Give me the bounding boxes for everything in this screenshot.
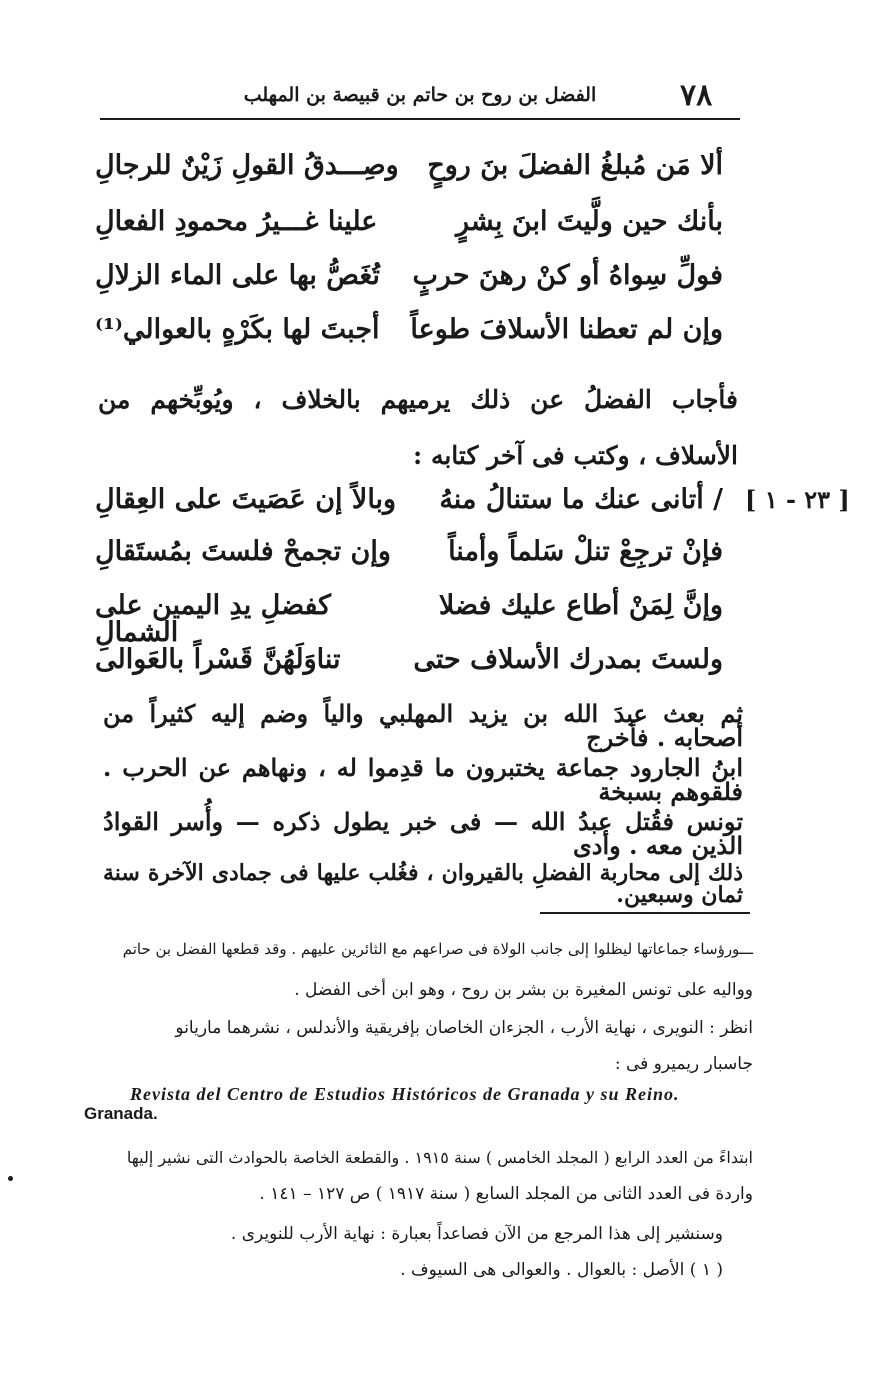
prose2-line4: ذلك إلى محاربة الفضلِ بالقيروان ، فغُلب عليها فى جمادى الآخرة سنة ثمان وسبعين.: [103, 860, 743, 908]
poem1-verse2-left: [95, 208, 415, 235]
poem2-verse2-right: فإنْ ترجِعْ تنلْ سَلماً وأمناً: [448, 536, 723, 567]
poem2-verse1-right: / أتانى عنك ما ستنالُ منهُ: [439, 484, 723, 515]
footnote-line-1: ـــورؤساء جماعاتها ليظلوا إلى جانب الولاة فى صراعهم مع الثائرين عليهم . وقد قطعها الفضل بن حاتم: [122, 940, 753, 958]
footnote-separator: [540, 912, 750, 914]
footnote-line-6: واردة فى العدد الثانى من المجلد السابع ( سنة ١٩١٧ ) ص ١٢٧ – ١٤١ .: [259, 1184, 753, 1204]
scan-speck: [8, 1176, 13, 1181]
poem2-verse2-left: [95, 538, 415, 565]
footnote-line-8: ( ١ ) الأصل : بالعوال . والعوالى هى السيوف .: [400, 1260, 723, 1280]
footnote-line-3: انظر : النويرى ، نهاية الأرب ، الجزءان الخاصان بإفريقية والأندلس ، نشرهما ماريانو: [175, 1018, 753, 1038]
footnote-latin-city: Granada.: [84, 1104, 158, 1123]
poem1-verse1-left-text: وصِـــدقُ القولِ زَيْنٌ للرجالِ: [95, 150, 399, 181]
poem1-verse3-right: فولِّ سِواهُ أو كنْ رهنَ حربٍ: [412, 260, 723, 291]
poem2-verse4-left: [95, 646, 415, 673]
prose-paragraph-1: فأجاب الفضلُ عن ذلك يرميهم بالخلاف ، ويُوبِّخهم من الأسلاف ، وكتب فى آخر كتابه :: [98, 385, 738, 470]
poem1-verse3-left: [95, 262, 415, 289]
marginal-reference: [ ٢٣ - ١ ]: [745, 485, 850, 514]
footnote-line-4: جاسبار ريميرو فى :: [614, 1054, 753, 1074]
poem1-verse2-left-text: علينا غـــيرُ محمودِ الفعالِ: [95, 206, 378, 237]
footnote-latin-journal: Revista del Centro de Estudios Históricos de Granada y su Reino.: [130, 1084, 680, 1104]
prose2-line2: ابنُ الجارود جماعة يختبرون ما قدِموا له ، ونهاهم عن الحرب . فلقوهم بسبخة: [103, 753, 743, 806]
poem1-verse3-left-text: تُغَصُّ بها على الماء الزلالِ: [95, 260, 380, 291]
poem1-verse2-right: بأنك حين ولَّيتَ ابنَ بِشرٍ: [456, 206, 723, 237]
poem2-verse1-left-text: وبالاً إن عَصَيتَ على العِقالِ: [95, 484, 397, 515]
prose2-line3: تونس فقُتل عبدُ الله — فى خبر يطول ذكره — وأُسر القوادُ الذين معه . وأدى: [103, 807, 743, 860]
poem2-verse1-left: [95, 486, 415, 513]
poem1-verse1-left: [95, 152, 415, 179]
poem2-verse3-left-text: كفضلِ يدِ اليمين على الشمالِ: [95, 590, 331, 648]
poem2-verse2-left-text: وإن تجمحْ فلستَ بمُستَقالِ: [95, 536, 391, 567]
poem1-verse4-right: وإن لم تعطنا الأسلافَ طوعاً: [410, 314, 723, 345]
footnote-line-5: ابتداءً من العدد الرابع ( المجلد الخامس ) سنة ١٩١٥ . والقطعة الخاصة بالحوادث التى نشير إليها: [126, 1148, 753, 1167]
poem2-verse3-right: وإنَّ لِمَنْ أطاع عليك فضلا: [438, 590, 723, 621]
header-rule: [100, 118, 740, 120]
page-number: ٧٨: [680, 78, 713, 113]
poem1-verse1-right: ألا مَن مُبلغُ الفضلَ بنَ روحٍ: [427, 150, 723, 181]
poem2-verse3-left: [95, 592, 415, 646]
running-header-title: الفضل بن روح بن حاتم بن قبيصة بن المهلب: [243, 84, 597, 106]
poem1-verse4-left-text: أجبتَ لها بكَرْهٍ بالعوالي⁽¹⁾: [95, 314, 380, 345]
poem2-verse4-right: ولستَ بمدرك الأسلاف حتى: [413, 644, 723, 675]
poem1-verse4-left: [95, 316, 415, 343]
poem2-verse4-left-text: تناوَلَهُنَّ قَسْراً بالعَوالى: [95, 644, 341, 675]
prose2-line1: ثم بعث عبدَ الله بن يزيد المهلبي والياً وضم إليه كثيراً من أصحابه . فأخرج: [103, 699, 743, 752]
footnote-line-2: وواليه على تونس المغيرة بن بشر بن روح ، وهو ابن أخى الفضل .: [294, 980, 753, 1000]
footnote-line-7: وسنشير إلى هذا المرجع من الآن فصاعداً بعبارة : نهاية الأرب للنويرى .: [230, 1224, 723, 1244]
